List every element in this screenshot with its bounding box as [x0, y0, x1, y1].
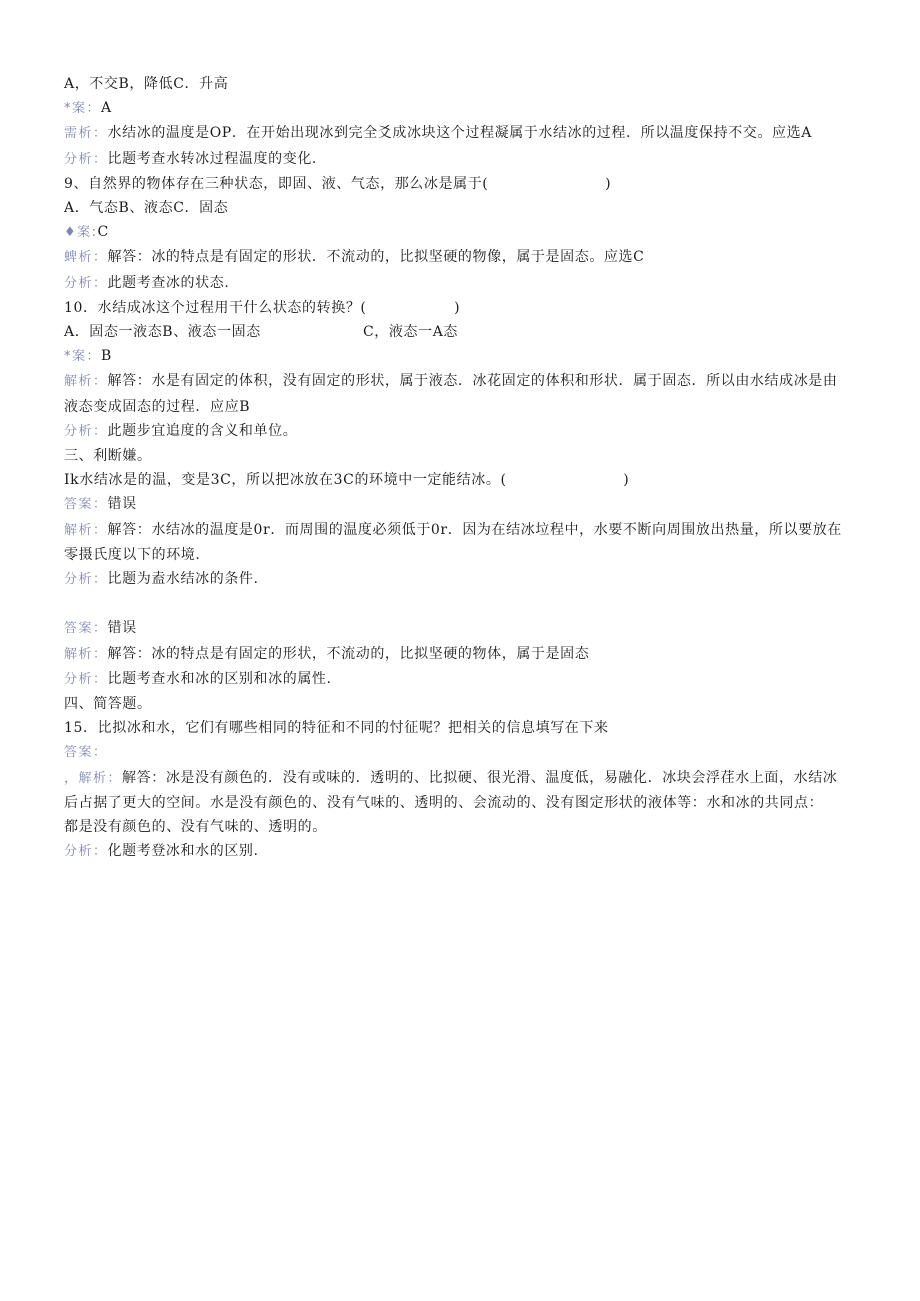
- answer-label: ，解析：: [64, 770, 123, 786]
- text-line: [64, 172, 864, 196]
- line-text: 水结冰的温度是OP．在开始出现冰到完全爻成冰块这个过程凝属于水结冰的过程．所以温度保持不交。应选A: [107, 125, 812, 142]
- line-text: 四、简答题。: [64, 696, 152, 713]
- line-text: A．气态B、液态C．固态: [64, 200, 229, 217]
- answer-label: 蜱析：: [64, 250, 108, 266]
- text-line: [64, 791, 864, 815]
- text-line: [64, 543, 864, 567]
- line-text: 解答：冰的特点是有固定的形状，不流动的，比拟坚硬的物体，属于是固态: [107, 645, 590, 662]
- text-line: [64, 616, 864, 641]
- line-text: 此题考查冰的状态.: [107, 274, 230, 291]
- text-line: [64, 692, 864, 716]
- text-line: [64, 72, 864, 96]
- answer-label: *案：: [64, 101, 102, 117]
- answer-label: ♦案:: [64, 225, 98, 241]
- line-text: 15．比拟冰和水，它们有哪些相同的特征和不同的忖征呢？把相关的信息填写在下来: [64, 720, 609, 737]
- text-line: [64, 492, 864, 517]
- text-line: [64, 96, 864, 121]
- line-text: 零摄氏度以下的环境.: [64, 546, 201, 563]
- line-text: 后占据了更大的空间。水是没有颜色的、没有气味的、透明的、会流动的、没有图定形状的液体等：水和冰的共同点：: [64, 794, 824, 811]
- line-text: 比题为盍水结冰的条件.: [107, 571, 259, 588]
- line-text: A，不交B，降低C．升高: [64, 76, 229, 92]
- answer-label: 解析：: [64, 522, 108, 538]
- line-text: 都是没有颜色的、没有气味的、透明的。: [64, 819, 327, 836]
- text-line: [64, 220, 864, 245]
- line-text: A: [101, 100, 112, 117]
- text-line: [64, 766, 864, 791]
- text-line: [64, 667, 864, 692]
- text-line: [64, 518, 864, 543]
- text-line: [64, 147, 864, 172]
- text-line: [64, 196, 864, 220]
- text-line: [64, 839, 864, 864]
- answer-label: 需析：: [64, 126, 108, 142]
- line-text: B: [101, 348, 112, 365]
- text-line: [64, 320, 864, 344]
- line-text: 解答：水结冰的温度是0r．而周围的温度必须低于0r．因为在结冰垃程中，水要不断向周围放出热量，所以要放在: [107, 521, 842, 538]
- text-line: [64, 642, 864, 667]
- line-text: 解答：冰的特点是有固定的形状．不流动的，比拟坚硬的物像，属于是固态。应选C: [107, 249, 645, 266]
- text-line: [64, 271, 864, 296]
- line-text: 10．水结成冰这个过程用干什么状态的转换？( ): [64, 299, 461, 316]
- text-line: [64, 296, 864, 320]
- text-line: [64, 567, 864, 592]
- answer-label: 答案：: [64, 497, 108, 513]
- answer-label: 答案：: [64, 621, 108, 637]
- line-text: 解答：水是有固定的体积，没有固定的形状，属于液态．冰花固定的体积和形状．属于固态．所以由水结成冰是由: [107, 373, 838, 390]
- answer-label: 解析：: [64, 374, 108, 390]
- line-text: 液态变成固态的过程．应应B: [64, 398, 251, 415]
- answer-label: 分析：: [64, 151, 108, 167]
- line-text: 解答：冰是没有颜色的．没有或味的．透明的、比拟硬、很光滑、温度低，易融化．冰块会浮荏水上面，水结冰: [122, 769, 838, 786]
- answer-label: 分析：: [64, 844, 108, 860]
- line-text: C: [97, 224, 109, 241]
- answer-label: 分析：: [64, 671, 108, 687]
- answer-label: *案：: [64, 349, 102, 365]
- text-line: [64, 592, 864, 616]
- text-line: [64, 344, 864, 369]
- text-line: [64, 419, 864, 444]
- line-text: Ik水结冰是的温，变是3C，所以把冰放在3C的环境中一定能结冰。( ): [64, 472, 630, 489]
- line-text: A．固态一液态B、液态一固态 C，液态一A态: [64, 324, 459, 341]
- answer-label: 解析：: [64, 646, 108, 662]
- line-text: 三、利断嫌。: [64, 448, 152, 465]
- document-page: [64, 72, 864, 864]
- answer-label: 分析：: [64, 572, 108, 588]
- text-line: [64, 245, 864, 270]
- answer-label: 分析：: [64, 423, 108, 439]
- answer-label: 答案：: [64, 745, 108, 761]
- line-text: 化题考登冰和水的区别.: [107, 843, 259, 860]
- line-text: 错误: [107, 620, 137, 637]
- text-line: [64, 444, 864, 468]
- line-text: 此题步宜追度的含义和单位。: [107, 422, 298, 439]
- text-line: [64, 740, 864, 765]
- text-line: [64, 716, 864, 740]
- text-line: [64, 468, 864, 492]
- line-text: 比题考查水转冰过程温度的变化.: [107, 150, 317, 167]
- line-text: 比题考查水和冰的区别和冰的属性.: [107, 670, 332, 687]
- text-line: [64, 369, 864, 394]
- line-text: 错误: [107, 496, 137, 513]
- line-text: 9、自然界的物体存在三种状态，即固、液、气态，那么冰是属于( ): [64, 175, 612, 192]
- text-line: [64, 395, 864, 419]
- text-line: [64, 815, 864, 839]
- answer-label: 分析：: [64, 275, 108, 291]
- text-line: [64, 121, 864, 146]
